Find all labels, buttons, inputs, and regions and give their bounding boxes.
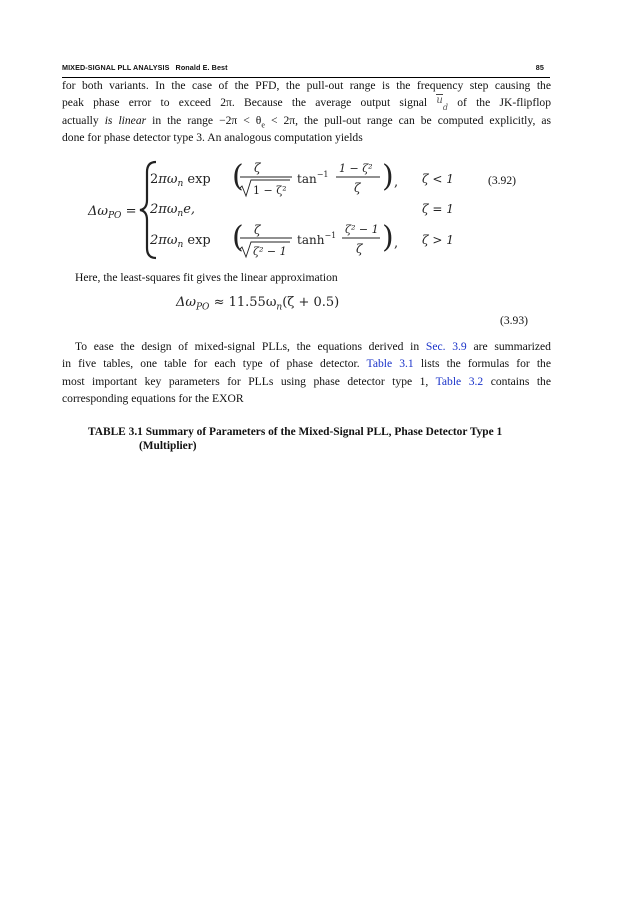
svg-text:2πωne,: $2\pi\omega_ne$, [150, 202, 196, 219]
para1-line2-text-a: peak phase error to exceed 2π. Because the average output signal [62, 96, 428, 110]
para3-line2 [62, 355, 551, 372]
header-author: Ronald E. Best [175, 63, 228, 72]
eq392-case1-arg-num: 1 − ζ² [339, 162, 373, 175]
link-table-3-1[interactable]: Table 3.1 [366, 357, 414, 371]
eq393-rhs: ≈ 11.55ω [213, 295, 277, 310]
para1-line4: done for phase detector type 3. An analogous computation yields [62, 131, 363, 145]
table-caption [88, 425, 548, 453]
para1-line3-text-b: in the range −2π < θ [146, 113, 262, 127]
para3-line1-text-b: are summarized [466, 340, 551, 353]
eq392-case1-cond: ζ < 1 [422, 172, 454, 186]
eq392-case1-arg-den: ζ [354, 181, 361, 195]
link-sec-3-9[interactable]: Sec. 3.9 [425, 340, 467, 353]
para3-line2-text-b: lists the formulas for the [413, 357, 551, 371]
para3-line1 [62, 338, 551, 355]
para1-emphasis: is linear [104, 113, 147, 127]
eq392-number: (3.92) [488, 174, 517, 187]
para1-line2-text-b: of the JK-flipflop [457, 96, 552, 110]
para3-line3-text-a: most important key parameters for PLLs using phase detector type 1, [62, 374, 436, 388]
header-title: MIXED-SIGNAL PLL ANALYSIS [62, 63, 170, 72]
svg-text:,: , [394, 175, 399, 190]
eq392-case3-arg-den: ζ [356, 242, 363, 256]
ud-symbol-subscript: d [442, 102, 448, 112]
eq392-case3 [149, 220, 454, 258]
equation-3-93 [176, 295, 339, 313]
eq392-lhs: $\Delta\omega_{PO}$ = [88, 204, 137, 221]
caption-line2: (Multiplier) [139, 440, 197, 453]
eq392-case3-frac-den: ζ² − 1 [253, 245, 287, 258]
eq392-case2 [149, 202, 454, 219]
svg-text:22πωπωn exp: $2\pi\omega_n$ exp [150, 172, 211, 189]
eq392-case1-frac-den: 1 − ζ² [253, 184, 287, 197]
para3-line3-text-b: contains the [483, 374, 551, 388]
ud-symbol-letter: u [436, 95, 443, 107]
svg-text:2πωn exp: $2\pi\omega_n$ exp [150, 233, 211, 250]
eq392-case1-trig: $\tan^{-1}$ [297, 170, 329, 186]
para1-line3-text-a: actually [62, 113, 105, 127]
para3-line1-text-a: To ease the design of mixed-signal PLLs, the equations derived in [75, 340, 426, 353]
svg-text:): ) [382, 159, 394, 194]
svg-text:(: ( [232, 159, 244, 194]
svg-text:(: ( [232, 220, 244, 255]
eq393-number: (3.93) [500, 314, 529, 327]
link-table-3-2[interactable]: Table 3.2 [435, 374, 484, 388]
para2-line1: Here, the least-squares fit gives the linear approximation [75, 271, 338, 284]
svg-text:,: , [394, 236, 399, 251]
eq392-case3-trig: $\tanh^{-1}$ [297, 231, 337, 247]
equation-3-92 [0, 0, 636, 270]
para3-line2-text-a: in five tables, one table for each type of phase detector. [62, 357, 367, 371]
eq392-case2-cond: ζ = 1 [422, 202, 454, 216]
svg-text:): ) [382, 220, 394, 255]
eq393-lhs: Δω [176, 295, 196, 310]
para1-line1: for both variants. In the case of the PFD, the pull-out range is the frequency step causing the [62, 79, 551, 92]
theta-subscript: e [261, 120, 265, 130]
para1-line3-text-c: < 2π, the pull-out range can be computed explicitly, as [264, 113, 552, 127]
paragraph-least-squares [62, 269, 551, 286]
eq392-case1-frac-num: ζ [254, 161, 261, 175]
eq392-case3-arg-num: ζ² − 1 [345, 223, 379, 236]
para3-line4: corresponding equations for the EXOR [62, 392, 244, 406]
eq392-case3-cond: ζ > 1 [422, 233, 454, 247]
para3-line3 [62, 373, 551, 390]
page-number: 85 [535, 63, 544, 72]
eq393-rhs-sub: n [276, 302, 283, 313]
caption-line1: TABLE 3.1 Summary of Parameters of the Mixed-Signal PLL, Phase Detector Type 1 [88, 426, 503, 438]
eq392-case3-frac-num: ζ [254, 223, 261, 237]
eq392-case1 [150, 159, 454, 197]
eq393-rhs-tail: (ζ + 0.5) [282, 295, 340, 310]
eq393-lhs-sub: PO [196, 302, 210, 313]
paragraph-summary-tables [62, 338, 551, 408]
